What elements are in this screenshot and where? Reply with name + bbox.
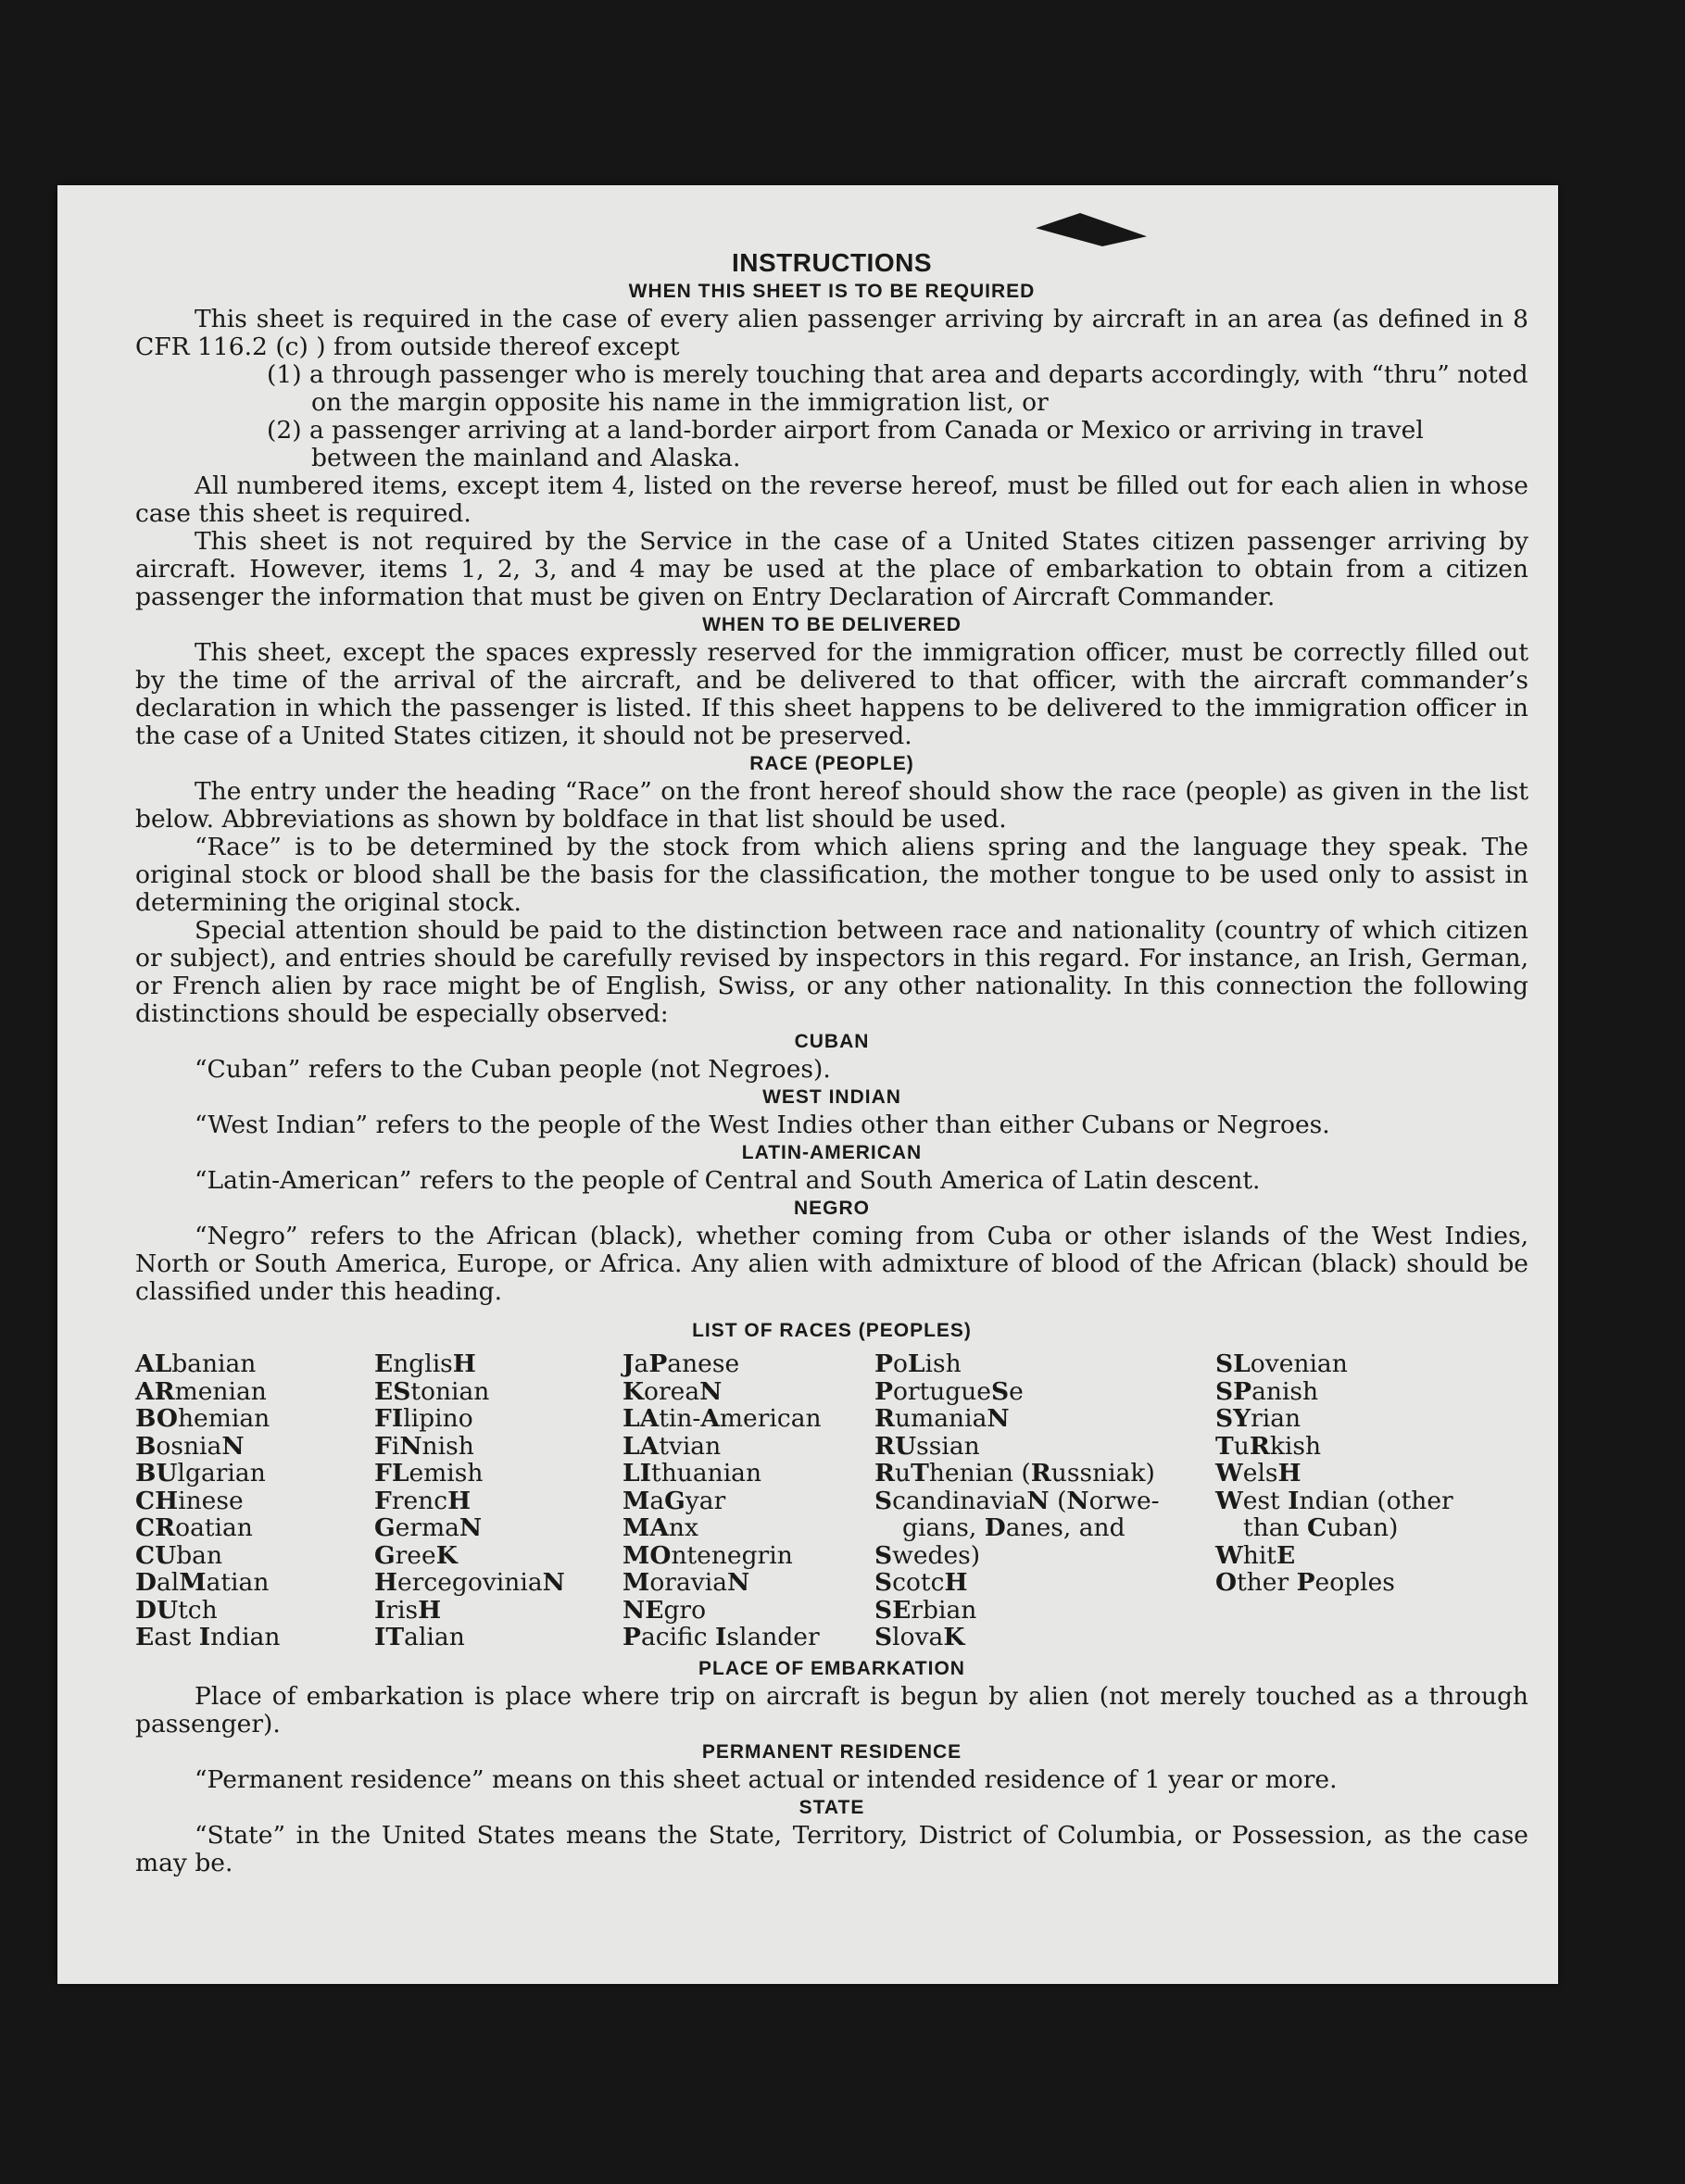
page-title: INSTRUCTIONS — [732, 248, 932, 277]
paragraph-required-2: All numbered items, except item 4, listed on the reverse hereof, must be filled out for each alien in whose case this sheet is required. — [135, 471, 1528, 528]
race-entry: TuRkish — [1215, 1431, 1322, 1461]
paragraph-delivered-1: This sheet, except the spaces expressly reserved for the immigration officer, must be correctly filled out by the time of the arrival of the aircraft, and be delivered to that officer, with the aircraft commander’s declaration in which the passenger is listed. If this sheet happens to be delivered to the immigration officer in the case of a United States citizen, it should not be preserved. — [135, 638, 1528, 750]
instructions-content — [135, 248, 1528, 1877]
paragraph-required-1: This sheet is required in the case of every alien passenger arriving by aircraft in an area (as defined in 8 CFR 116.2 (c) ) from outside thereof except — [135, 305, 1528, 361]
race-entry: FrencH — [374, 1486, 472, 1515]
race-entry: PoLish — [874, 1349, 962, 1378]
race-entry: LAtin-American — [622, 1404, 822, 1433]
race-entry: SLovenian — [1215, 1349, 1348, 1378]
paragraph-embarkation: Place of embarkation is place where trip on aircraft is begun by alien (not merely touched as a through passenger). — [135, 1681, 1528, 1738]
race-entry: GreeK — [374, 1540, 458, 1570]
race-entry: LAtvian — [622, 1431, 722, 1461]
race-entry: than Cuban) — [1243, 1513, 1399, 1542]
race-entry: NEgro — [622, 1595, 707, 1625]
race-entry: ITalian — [374, 1623, 465, 1651]
race-entry: MAnx — [622, 1513, 698, 1542]
heading-state: STATE — [798, 1796, 865, 1818]
heading-latin-american: LATIN-AMERICAN — [741, 1142, 923, 1163]
race-entry: ARmenian — [135, 1376, 267, 1406]
race-entry: CUban — [135, 1540, 223, 1570]
race-entry: gians, Danes, and — [902, 1513, 1125, 1542]
exception-item-1: (1) a through passenger who is merely touching that area and departs accordingly, with “thru” noted on the margin opposite his name in the immigration list, or — [267, 360, 1528, 417]
races-column-4 — [874, 1350, 1215, 1651]
paragraph-race-3: Special attention should be paid to the distinction between race and nationality (country of which citizen or subject), and entries should be carefully revised by inspectors in this regard. For instance, an Irish, German, or French alien by race might be of English, Swiss, or any other nationality. In this connection the following distinctions should be especially observed: — [135, 916, 1528, 1028]
race-entry: SPanish — [1215, 1376, 1319, 1406]
race-entry: LIthuanian — [622, 1459, 762, 1487]
paragraph-latin-american: “Latin-American” refers to the people of Central and South America of Latin descent. — [195, 1166, 1261, 1195]
race-entry: FIlipino — [374, 1404, 473, 1433]
paragraph-negro: “Negro” refers to the African (black), whether coming from Cuba or other islands of the West Indies, North or South America, Europe, or Africa. Any alien with admixture of blood of the African (black) should be classified under this heading. — [135, 1222, 1528, 1306]
document-sheet — [57, 185, 1558, 1984]
race-entry: PortugueSe — [874, 1376, 1024, 1406]
heading-negro: NEGRO — [793, 1198, 870, 1219]
paragraph-required-3: This sheet is not required by the Service in the case of a United States citizen passenger arriving by aircraft. However, items 1, 2, 3, and 4 may be used at the place of embarkation to obtain from a citizen passenger the information that must be given on Entry Declaration of Aircraft Commander. — [135, 527, 1528, 611]
race-entry: HercegoviniaN — [374, 1568, 565, 1597]
race-entry: East Indian — [135, 1623, 281, 1651]
race-entry: SYrian — [1215, 1404, 1301, 1433]
race-entry: EStonian — [374, 1376, 490, 1406]
race-entry: WelsH — [1215, 1459, 1301, 1487]
race-entry: ScandinaviaN (Norwe- — [874, 1486, 1160, 1515]
races-column-3 — [622, 1350, 874, 1651]
heading-list-of-races: LIST OF RACES (PEOPLES) — [692, 1320, 972, 1341]
race-entry: MOntenegrin — [622, 1540, 793, 1570]
paragraph-race-2: “Race” is to be determined by the stock from which aliens spring and the language they speak. The original stock or blood shall be the basis for the classification, the mother tongue to be used only to assist in determining the original stock. — [135, 833, 1528, 917]
race-entry: BUlgarian — [135, 1459, 266, 1487]
race-entry: DalMatian — [135, 1568, 270, 1597]
race-entry: DUtch — [135, 1595, 218, 1625]
race-entry: RumaniaN — [874, 1404, 1010, 1433]
race-entry: FiNnish — [374, 1431, 474, 1461]
race-entry: CRoatian — [135, 1513, 253, 1542]
race-entry: Other Peoples — [1215, 1568, 1395, 1597]
heading-permanent-residence: PERMANENT RESIDENCE — [701, 1740, 962, 1763]
race-entry: ScotcH — [874, 1568, 968, 1597]
race-entry: MoraviaN — [622, 1568, 750, 1597]
race-entry: CHinese — [135, 1486, 244, 1515]
race-entry: Swedes) — [874, 1540, 981, 1570]
race-entry: RUssian — [874, 1431, 980, 1461]
race-entry: WhitE — [1215, 1540, 1296, 1570]
paragraph-west-indian: “West Indian” refers to the people of the West Indies other than either Cubans or Negroes. — [195, 1111, 1330, 1139]
paragraph-state: “State” in the United States means the State, Territory, District of Columbia, or Possession, as the case may be. — [135, 1820, 1528, 1877]
heading-when-required: WHEN THIS SHEET IS TO BE REQUIRED — [628, 281, 1036, 302]
races-list — [135, 1350, 1528, 1651]
paragraph-residence: “Permanent residence” means on this sheet actual or intended residence of 1 year or more. — [195, 1764, 1338, 1794]
paragraph-cuban: “Cuban” refers to the Cuban people (not Negroes). — [195, 1055, 831, 1084]
races-column-1 — [135, 1350, 374, 1651]
heading-place-of-embarkation: PLACE OF EMBARKATION — [698, 1657, 965, 1679]
races-column-2 — [374, 1350, 622, 1651]
torn-corner — [1036, 213, 1147, 246]
race-entry: ALbanian — [135, 1349, 257, 1378]
race-entry: BOhemian — [135, 1404, 270, 1433]
races-column-5 — [1215, 1350, 1512, 1651]
heading-cuban: CUBAN — [794, 1031, 870, 1052]
heading-when-delivered: WHEN TO BE DELIVERED — [702, 614, 962, 635]
race-entry: Pacific Islander — [622, 1623, 820, 1651]
race-entry: West Indian (other — [1215, 1486, 1453, 1515]
race-entry: MaGyar — [622, 1486, 726, 1515]
heading-race: RACE (PEOPLE) — [749, 753, 914, 774]
race-entry: JaPanese — [622, 1349, 740, 1378]
paragraph-race-1: The entry under the heading “Race” on the front hereof should show the race (people) as given in the list below. Abbreviations as shown by boldface in that list should be used. — [135, 777, 1528, 834]
race-entry: FLemish — [374, 1459, 484, 1487]
race-entry: BosniaN — [135, 1431, 245, 1461]
race-entry: RuThenian (Russniak) — [874, 1459, 1155, 1487]
race-entry: GermaN — [374, 1513, 483, 1542]
race-entry: IrisH — [374, 1595, 442, 1625]
race-entry: SlovaK — [874, 1623, 965, 1651]
exception-item-2: (2) a passenger arriving at a land-border airport from Canada or Mexico or arriving in travel between the mainland and Alaska. — [267, 416, 1424, 472]
race-entry: KoreaN — [622, 1376, 723, 1406]
race-entry: EnglisH — [374, 1349, 476, 1378]
race-entry: SErbian — [874, 1595, 977, 1625]
heading-west-indian: WEST INDIAN — [762, 1086, 901, 1108]
